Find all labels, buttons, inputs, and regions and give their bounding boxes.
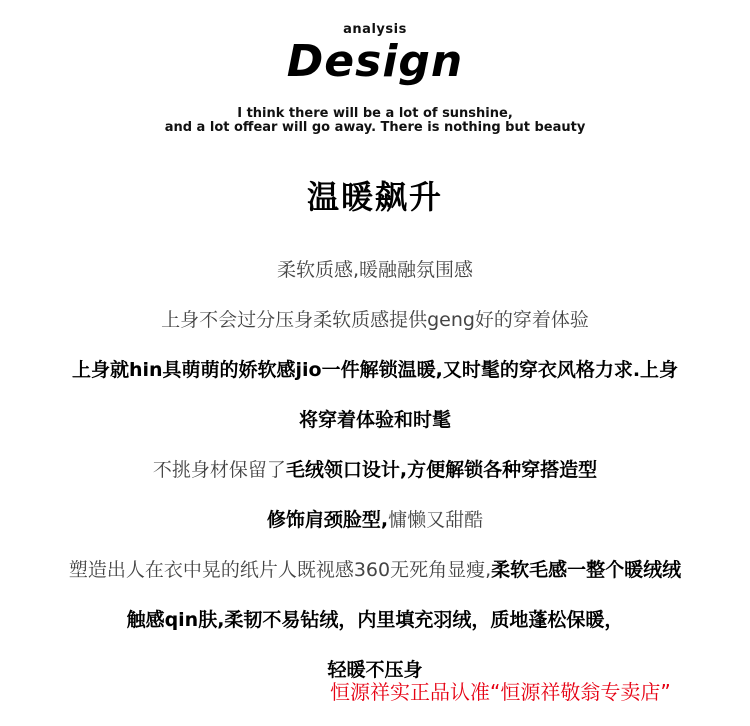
description-line-6-bold: 修饰肩颈脸型, (266, 509, 389, 531)
description-line-3: 上身就hin具萌萌的娇软感jio一件解锁温暖,又时髦的穿衣风格力求.上身 (71, 359, 679, 381)
kicker-text: analysis (343, 22, 407, 37)
description-line-6-normal: 慵懒又甜酷 (388, 509, 484, 531)
description-line-9: 轻暖不压身 (327, 659, 423, 681)
tagline-line-2: and a lot offear will go away. There is nothing but beauty (164, 120, 586, 135)
description-line-1: 柔软质感,暖融融氛围感 (276, 259, 474, 281)
description-line-4: 将穿着体验和时髦 (298, 409, 451, 431)
description-line-7 (0, 558, 750, 582)
description-line-5 (0, 458, 750, 482)
store-watermark: 恒源祥实正品认准“恒源祥敬翁专卖店” (330, 680, 671, 704)
page-title: 温暖飙升 (306, 178, 443, 216)
tagline-line-1: I think there will be a lot of sunshine, (237, 106, 513, 121)
design-logo: Design (286, 36, 464, 87)
description-line-5-normal: 不挑身材保留了 (152, 459, 286, 481)
description-line-8: 触感qin肤,柔韧不易钻绒，内里填充羽绒，质地蓬松保暖， (126, 609, 624, 631)
description-line-7-normal: 塑造出人在衣中晃的纸片人既视感360无死角显瘦, (68, 559, 492, 581)
description-line-5-bold: 毛绒领口设计,方便解锁各种穿搭造型 (285, 459, 598, 481)
description-line-7-bold: 柔软毛感一整个暖绒绒 (491, 559, 682, 581)
description-line-6 (0, 508, 750, 532)
description-line-2: 上身不会过分压身柔软质感提供geng好的穿着体验 (161, 309, 589, 331)
